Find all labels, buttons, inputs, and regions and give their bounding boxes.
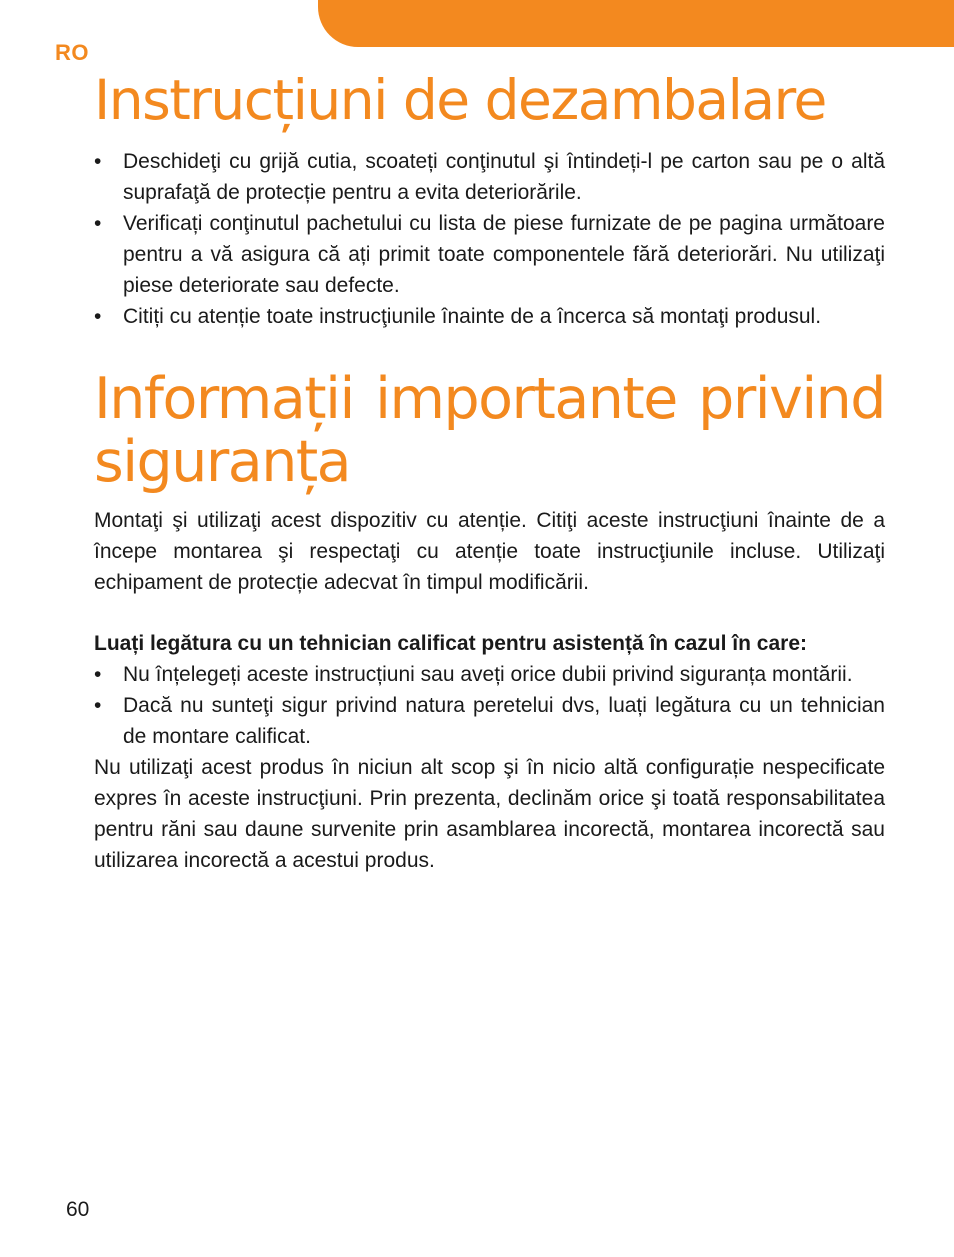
contact-technician-list [94,659,885,752]
unpacking-instructions-list [94,146,885,332]
list-item [94,208,885,301]
section-title-unpacking: Instrucțiuni de dezambalare [94,68,826,132]
list-item [94,301,885,332]
list-item-text: Verificați conţinutul pachetului cu lista de piese furnizate de pe pagina următoare pentru a vă asigura că ați primit toate componentele fără deteriorări. Nu utilizaţi piese deteriorate sau defecte. [123,211,885,297]
language-code: RO [55,40,89,65]
list-item-text: Nu înțelegeți aceste instrucțiuni sau aveți orice dubii privind siguranța montării. [123,663,853,687]
page-number: 60 [66,1198,90,1221]
section-title-safety: Informații importante privind siguranța [94,365,885,496]
bullet-glyph: • [94,304,102,328]
list-item-text: Citiți cu atenție toate instrucţiunile înainte de a încerca să montaţi produsul. [123,304,822,328]
disclaimer-paragraph: Nu utilizaţi acest produs în niciun alt scop şi în nicio altă configurație nespecificate expres în aceste instrucţiuni. Prin prezenta, declinăm orice şi toată responsabilitatea pentru răni sau daune survenite prin asamblarea incorectă, montarea incorectă sau utilizarea incorectă a acestui produs. [94,756,885,873]
bullet-glyph: • [94,211,102,235]
list-item [94,146,885,208]
header-accent-tab [318,0,954,47]
list-item [94,690,885,752]
bullet-glyph: • [94,663,102,687]
safety-intro-paragraph: Montaţi şi utilizaţi acest dispozitiv cu atenție. Citiţi aceste instrucţiuni înainte de a începe montarea şi respectaţi cu atenție toate instrucţiunile incluse. Utilizaţi echipament de protecție adecvat în timpul modificării. [94,509,885,595]
page-content [94,70,885,876]
bullet-glyph: • [94,694,102,718]
bullet-glyph: • [94,149,102,173]
list-item-text: Dacă nu sunteţi sigur privind natura peretelui dvs, luați legătura cu un tehnician de montare calificat. [123,694,885,749]
contact-technician-heading: Luați legătura cu un tehnician calificat pentru asistență în cazul în care: [94,632,808,656]
list-item-text: Deschideţi cu grijă cutia, scoateți conţinutul şi întindeți-l pe carton sau pe o altă suprafaţă de protecție pentru a evita deteriorările. [123,149,885,204]
list-item [94,659,885,690]
